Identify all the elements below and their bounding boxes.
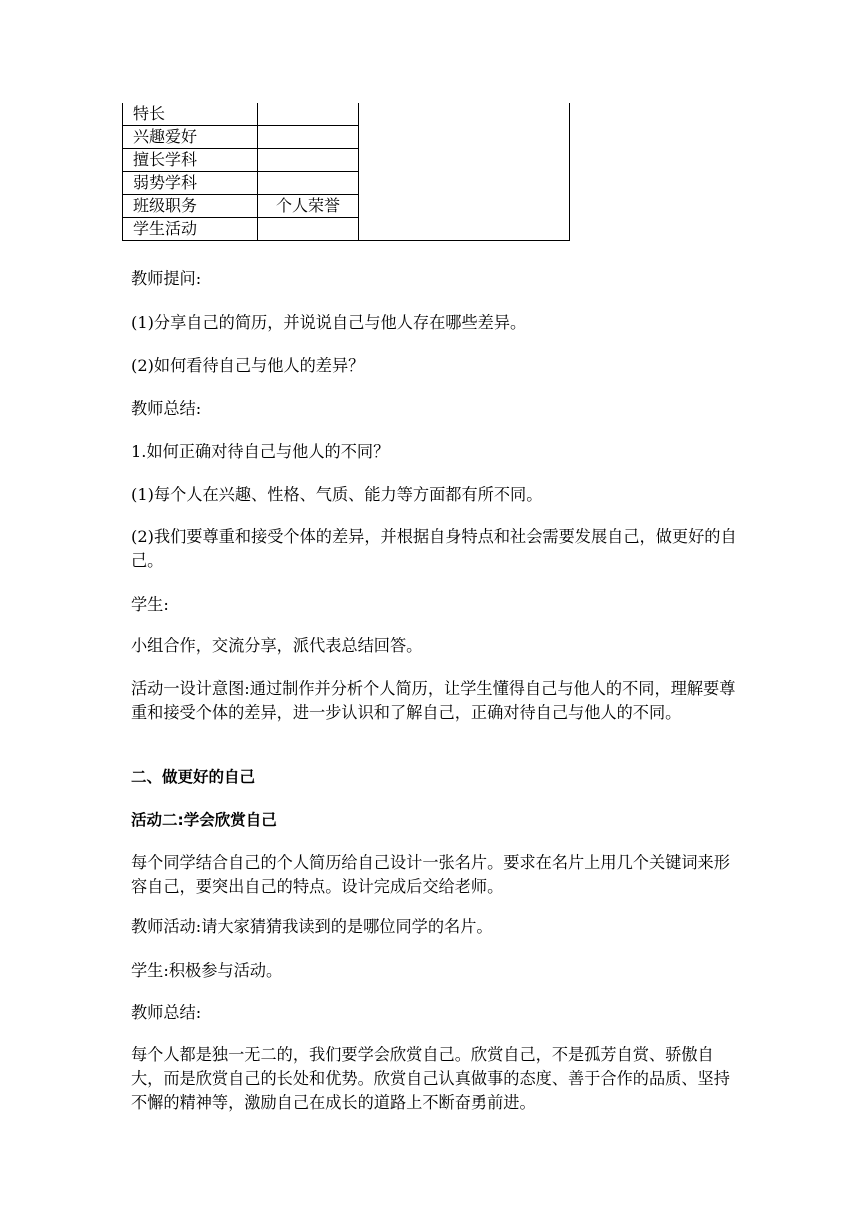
row-label: 学生活动 <box>123 218 258 241</box>
table-row <box>123 103 570 126</box>
final-summary: 每个人都是独一无二的，我们要学会欣赏自己。欣赏自己，不是孤芳自赏、骄傲自大，而是欣赏自己的长处和优势。欣赏自己认真做事的态度、善于合作的品质、坚持不懈的精神等，激励自己在成长的道路上不断奋勇前进。 <box>131 1045 730 1112</box>
design-intent: 活动一设计意图:通过制作并分析个人简历，让学生懂得自己与他人的不同，理解要尊重和接受个体的差异，进一步认识和了解自己，正确对待自己与他人的不同。 <box>131 679 736 722</box>
question-1: (1)分享自己的简历，并说说自己与他人存在哪些差异。 <box>131 313 527 332</box>
summary-heading: 1.如何正确对待自己与他人的不同？ <box>131 442 390 461</box>
summary-point-2: (2)我们要尊重和接受个体的差异，并根据自身特点和社会需要发展自己，做更好的自己。 <box>131 527 737 570</box>
row-label: 特长 <box>123 103 258 126</box>
row-label: 弱势学科 <box>123 172 258 195</box>
activity-heading: 活动二:学会欣赏自己 <box>131 811 277 829</box>
row-value <box>258 103 359 126</box>
summary-point-1: (1)每个人在兴趣、性格、气质、能力等方面都有所不同。 <box>131 485 543 504</box>
row-label: 班级职务 <box>123 195 258 218</box>
teacher-question-label: 教师提问: <box>131 269 202 288</box>
row-value <box>258 218 359 241</box>
row-value <box>258 172 359 195</box>
question-2: (2)如何看待自己与他人的差异？ <box>131 356 365 375</box>
section-heading: 二、做更好的自己 <box>131 768 256 786</box>
row-label: 擅长学科 <box>123 149 258 172</box>
teacher-summary-label: 教师总结: <box>131 399 202 418</box>
row-label: 兴趣爱好 <box>123 126 258 149</box>
row-value: 个人荣誉 <box>258 195 359 218</box>
student-activity: 小组合作，交流分享，派代表总结回答。 <box>131 636 423 655</box>
student-participation: 学生:积极参与活动。 <box>131 961 283 980</box>
photo-cell <box>359 103 570 241</box>
row-value <box>258 149 359 172</box>
student-label: 学生: <box>131 595 169 614</box>
resume-table <box>122 103 570 241</box>
row-value <box>258 126 359 149</box>
teacher-summary-label-2: 教师总结: <box>131 1003 202 1022</box>
activity-description: 每个同学结合自己的个人简历给自己设计一张名片。要求在名片上用几个关键词来形容自己，要突出自己的特点。设计完成后交给老师。 <box>131 853 730 896</box>
teacher-activity: 教师活动:请大家猜猜我读到的是哪位同学的名片。 <box>131 917 493 936</box>
